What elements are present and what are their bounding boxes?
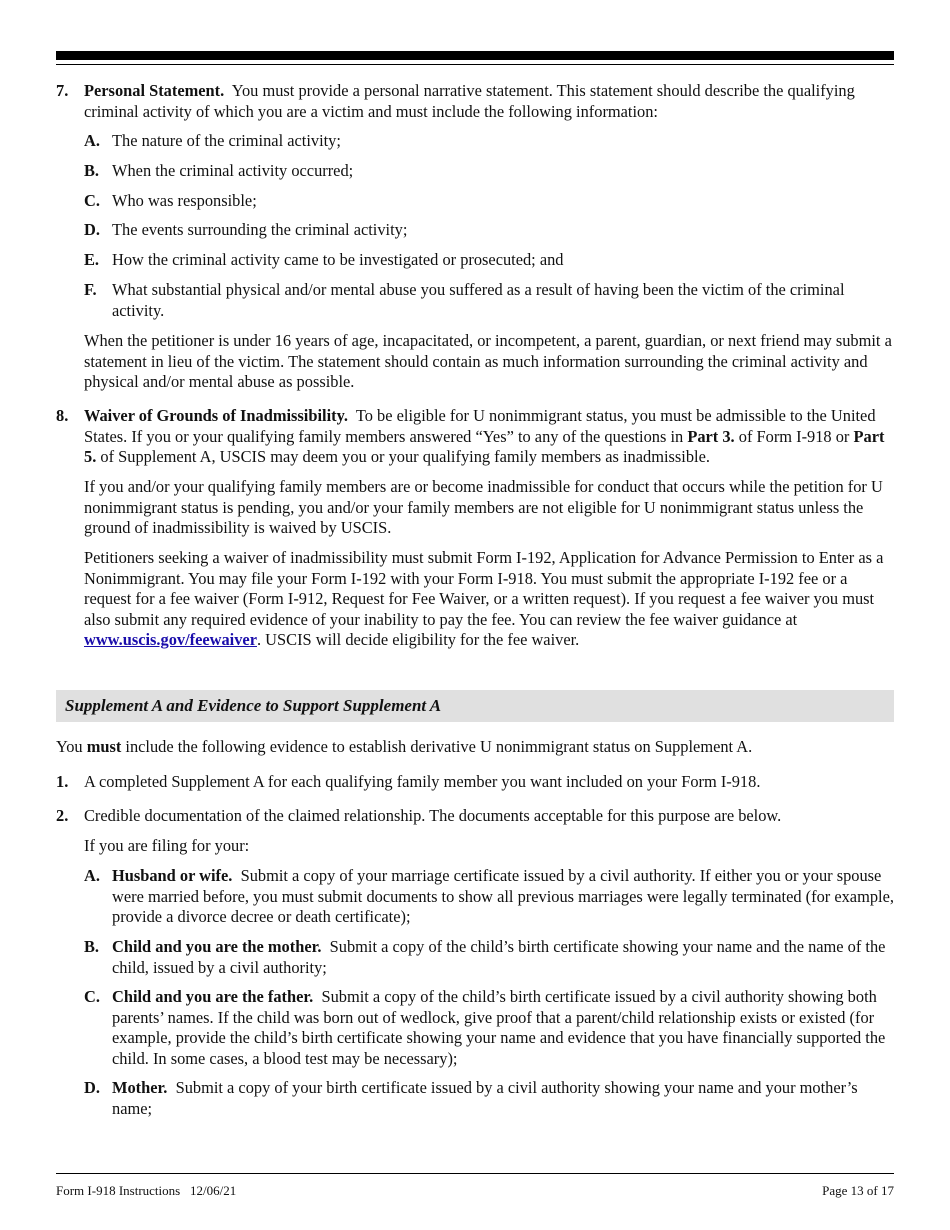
item-7f-letter: F. bbox=[84, 280, 97, 299]
item-7c-text: Who was responsible; bbox=[112, 191, 257, 210]
s-item-2a-text bbox=[112, 866, 896, 928]
s-item-2c-title: Child and you are the father. bbox=[112, 987, 314, 1006]
item-8-p3-end: . USCIS will decide eligibility for the fee waiver. bbox=[256, 630, 580, 650]
s-item-2a-body: Submit a copy of your marriage certificate issued by a civil authority. If either you or your spouse were married before, you must submit documents to show all previous marriages were legally terminated (for example, provide a divorce decree or death certificate); bbox=[112, 866, 894, 927]
item-8-paragraph-3 bbox=[84, 548, 896, 651]
footer-date: 12/06/21 bbox=[189, 1183, 237, 1198]
item-8-text-c: of Form I-918 or bbox=[734, 426, 854, 446]
item-8-part3: Part 3. bbox=[687, 426, 735, 446]
section-intro-a: You bbox=[56, 737, 87, 756]
item-8-title: Waiver of Grounds of Inadmissibility. bbox=[84, 406, 348, 425]
s-item-1-text: A completed Supplement A for each qualifying family member you want included on your Form I-918. bbox=[84, 772, 761, 791]
section-intro bbox=[56, 737, 896, 758]
s-item-2b-text bbox=[112, 937, 896, 978]
s-item-2a-letter: A. bbox=[84, 866, 100, 885]
item-7a-text: The nature of the criminal activity; bbox=[112, 131, 341, 150]
item-7d-letter: D. bbox=[84, 220, 100, 239]
item-7f-text: What substantial physical and/or mental abuse you suffered as a result of having been the victim of the criminal activity. bbox=[112, 280, 845, 320]
header-rule-thin bbox=[56, 64, 894, 65]
s-item-2c-text bbox=[112, 987, 896, 1069]
s-item-2b-title: Child and you are the mother. bbox=[112, 937, 322, 956]
s-item-2d-text bbox=[112, 1078, 896, 1119]
item-7-title: Personal Statement. bbox=[84, 81, 225, 100]
item-7b-text: When the criminal activity occurred; bbox=[112, 161, 354, 180]
footer-rule bbox=[56, 1173, 894, 1174]
item-7e-text: How the criminal activity came to be investigated or prosecuted; and bbox=[112, 250, 564, 269]
s-item-2d-title: Mother. bbox=[112, 1078, 168, 1097]
footer-page-number: Page 13 of 17 bbox=[822, 1183, 894, 1198]
s-item-2c-letter: C. bbox=[84, 987, 100, 1006]
footer-form-name: Form I-918 Instructions bbox=[56, 1183, 181, 1198]
item-8-part5: Part 5. bbox=[84, 426, 885, 467]
section-intro-c: include the following evidence to establish derivative U nonimmigrant status on Supplement A. bbox=[121, 737, 753, 756]
item-8-p3-text: Petitioners seeking a waiver of inadmissibility must submit Form I-192, Application for Advance Permission to Enter as a Nonimmigrant. You may file your Form I-192 with your Form I-918. You must submit the appropriate I-192 fee or a request for a fee waiver (Form I-912, Request for Fee Waiver, or a written request). If you request a fee waiver you must also submit any required evidence of your inability to pay the fee. You can review the fee waiver guidance at bbox=[84, 548, 884, 629]
item-7-paragraph bbox=[84, 81, 896, 122]
item-7a-letter: A. bbox=[84, 131, 100, 150]
s-item-2-text: Credible documentation of the claimed relationship. The documents acceptable for this purpose are below. bbox=[84, 806, 782, 825]
section-header bbox=[56, 690, 894, 722]
item-7e-letter: E. bbox=[84, 250, 100, 269]
s-item-2b-body: Submit a copy of the child’s birth certificate showing your name and the name of the child, issued by a civil authority; bbox=[112, 937, 886, 977]
s-item-2b-letter: B. bbox=[84, 937, 100, 956]
item-7-text: You must provide a personal narrative statement. This statement should describe the qualifying criminal activity of which you are a victim and must include the following information: bbox=[84, 81, 855, 121]
header-rule-thick bbox=[56, 51, 894, 60]
s-item-2a-title: Husband or wife. bbox=[112, 866, 233, 885]
section-title: Supplement A and Evidence to Support Supplement A bbox=[65, 696, 442, 715]
item-8-paragraph-2: If you and/or your qualifying family members are or become inadmissible for conduct that occurs while the petition for U nonimmigrant status is pending, you and/or your family members are not eligible for U nonimmigrant status unless the ground of inadmissibility is waived by USCIS. bbox=[84, 477, 883, 538]
s-item-2-number: 2. bbox=[56, 806, 69, 825]
footer-form-info bbox=[56, 1183, 236, 1199]
item-8-number: 8. bbox=[56, 406, 69, 425]
s-item-1-number: 1. bbox=[56, 772, 69, 791]
item-7d-text: The events surrounding the criminal activity; bbox=[112, 220, 408, 239]
item-7-number: 7. bbox=[56, 81, 69, 100]
s-item-2c-body: Submit a copy of the child’s birth certificate issued by a civil authority showing both parents’ names. If the child was born out of wedlock, give proof that a parent/child relationship exists or existed (for example, provide the child’s birth certificate showing your name and evidence that you have financially supported the child. In some cases, a blood test may be necessary); bbox=[112, 987, 886, 1068]
item-8-text-a: To be eligible for U nonimmigrant status, you must be admissible to the United States. If you or your qualifying family members answered “Yes” to any of the questions in bbox=[84, 406, 876, 446]
item-7b-letter: B. bbox=[84, 161, 100, 180]
section-intro-must: must bbox=[86, 737, 122, 756]
s-item-2d-letter: D. bbox=[84, 1078, 100, 1097]
fee-waiver-link[interactable]: www.uscis.gov/feewaiver bbox=[84, 630, 257, 650]
item-8-paragraph-1 bbox=[84, 406, 896, 468]
item-8-text-e: of Supplement A, USCIS may deem you or your qualifying family members as inadmissible. bbox=[96, 447, 710, 467]
item-7c-letter: C. bbox=[84, 191, 100, 210]
s-item-2-lead: If you are filing for your: bbox=[84, 836, 250, 855]
s-item-2d-body: Submit a copy of your birth certificate issued by a civil authority showing your name and your mother’s name; bbox=[112, 1078, 858, 1118]
item-7-note: When the petitioner is under 16 years of age, incapacitated, or incompetent, a parent, guardian, or next friend may submit a statement in lieu of the victim. The statement should contain as much information surrounding the criminal activity and physical and/or mental abuse as possible. bbox=[84, 331, 892, 392]
